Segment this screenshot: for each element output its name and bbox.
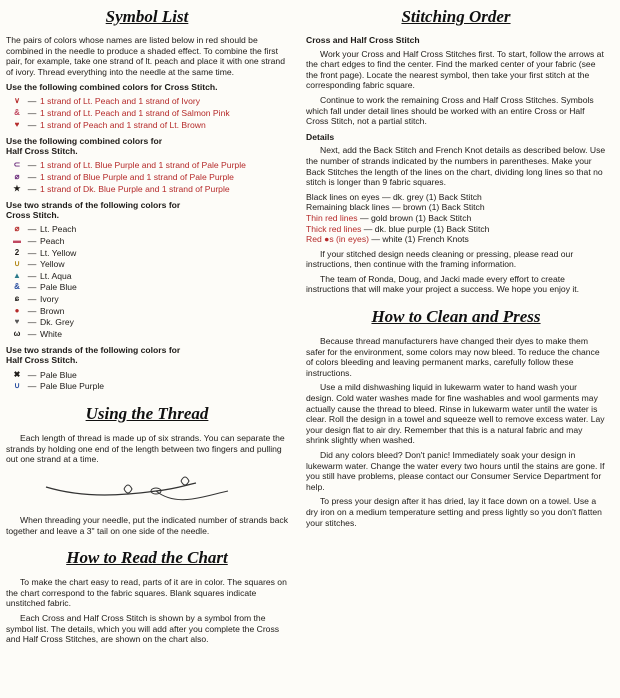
list-item	[10, 293, 288, 305]
dash: —	[27, 96, 37, 107]
dash: —	[27, 236, 37, 246]
details-label: Red ●s (in eyes)	[306, 234, 369, 245]
list-item-text: 1 strand of Lt. Blue Purple and 1 strand of Pale Purple	[40, 160, 246, 171]
list-item-text: Yellow	[40, 259, 65, 270]
list-item-text: Pale Blue	[40, 282, 77, 293]
list-item	[10, 305, 288, 317]
read-chart-p1: To make the chart easy to read, parts of it are in color. The squares on the chart correspond to the fabric squares. Blank squares indicate unstitched fabric.	[6, 577, 287, 609]
stitching-p5: The team of Ronda, Doug, and Jacki made every effort to create instructions that will make your project a success. We hope you enjoy it.	[306, 273, 580, 295]
dash: —	[363, 223, 373, 234]
right-column	[306, 0, 606, 532]
read-chart-p2: Each Cross and Half Cross Stitch is shown by a symbol from the symbol list. The details, which you will add after you complete the Cross and Half Cross Stitches, are shown on the chart also.	[6, 612, 280, 645]
list-item	[10, 108, 288, 120]
cross-two-list	[10, 224, 288, 340]
u-symbol-icon: ∪	[14, 381, 20, 391]
details-text: gold brown (1) Back Stitch	[370, 212, 472, 223]
symbol-list-intro: The pairs of colors whose names are listed below in red should be combined in the needle to produce a shaded effect. To combine the first pair, for example, take one strand of lt. peach and place it with one strand of ivory. Thread everything into the needle at the same time.	[6, 35, 285, 77]
dash: —	[27, 317, 37, 328]
using-thread-p2: When threading your needle, put the indicated number of strands back together and leave a 3" tail on one side of the needle.	[6, 515, 289, 536]
list-item-text: Dk. Grey	[40, 317, 74, 328]
triangle-symbol-icon: ▲	[13, 270, 21, 280]
stitching-p3: Next, add the Back Stitch and French Knot details as described below. Use the number of strands indicated by the numbers in parentheses. Make your Back Stitches the length of the lines on the chart, dividing long lines so that no stitch is longer than 9 fabric squares.	[306, 145, 606, 188]
list-item-text: 1 strand of Dk. Blue Purple and 1 strand of Purple	[40, 183, 230, 194]
dot-symbol-icon: ●	[14, 305, 20, 315]
dash: —	[27, 381, 37, 392]
list-item	[10, 119, 288, 131]
list-item	[10, 224, 288, 236]
details-label: Thick red lines	[306, 223, 362, 234]
list-item	[10, 369, 288, 381]
half-combined-heading	[6, 136, 288, 157]
details-item	[306, 192, 606, 203]
cross-two-heading	[6, 200, 288, 221]
list-item-text: Pale Blue	[40, 369, 77, 380]
dash: —	[27, 247, 37, 258]
dash: —	[371, 234, 380, 245]
list-item	[10, 183, 288, 195]
slashed-o-symbol-icon: ⌀	[14, 224, 20, 234]
heading-line: Use two strands of the following colors for	[6, 199, 181, 210]
ampersand-symbol-icon: &	[14, 282, 20, 292]
list-item	[10, 317, 288, 329]
curl-symbol-icon: ɕ	[14, 293, 20, 303]
heart-symbol-icon: ♥	[14, 119, 20, 129]
details-label: Black lines on eyes	[306, 191, 380, 202]
list-item-text: 1 strand of Lt. Peach and 1 strand of Salmon Pink	[40, 108, 230, 119]
list-item-text: Lt. Peach	[40, 224, 77, 235]
details-text: white (1) French Knots	[382, 234, 469, 245]
star-symbol-icon: ★	[13, 183, 21, 193]
heading-line: Use the following combined colors for	[6, 135, 163, 146]
list-item-text: Brown	[40, 305, 65, 316]
clean-press-p3: Did any colors bleed? Don't panic! Immediately soak your design in lukewarm water. Change the water every two hours until the stains are gone. If you still have problems, please contact our Consumer Service Department for help.	[306, 450, 605, 492]
list-item	[10, 259, 288, 271]
read-chart-title: How to Read the Chart	[66, 548, 228, 568]
details-text: dk. grey (1) Back Stitch	[392, 191, 482, 202]
details-list	[306, 192, 606, 245]
heading-line: Half Cross Stitch.	[6, 146, 78, 157]
using-thread-title: Using the Thread	[85, 404, 209, 424]
heart-symbol-icon: ♥	[14, 317, 20, 327]
heading-line: Half Cross Stitch.	[6, 355, 78, 366]
dash: —	[27, 108, 37, 119]
dash: —	[27, 305, 37, 316]
bar-symbol-icon: ▬	[13, 236, 21, 245]
dash: —	[391, 202, 401, 213]
cross-combined-list	[10, 96, 288, 131]
details-heading: Details	[306, 131, 335, 142]
details-label: Thin red lines	[306, 212, 358, 223]
clean-press-p4: To press your design after it has dried, lay it face down on a towel. Use a dry iron on a medium temperature setting and press lightly so you don't flatten your stitches.	[306, 496, 602, 528]
clean-press-title: How to Clean and Press	[371, 307, 541, 327]
v-symbol-icon: ∨	[14, 96, 20, 106]
threaded-needle-icon	[6, 469, 288, 513]
x-symbol-icon: ✖	[13, 369, 21, 379]
dash: —	[27, 369, 37, 380]
list-item	[10, 328, 288, 340]
needle-illustration	[6, 469, 288, 513]
list-item-text: White	[40, 328, 62, 339]
omega-symbol-icon: ω	[13, 328, 21, 338]
list-item-text: Lt. Aqua	[40, 270, 72, 281]
dash: —	[27, 282, 37, 293]
list-item-text: 1 strand of Blue Purple and 1 strand of Pale Purple	[40, 172, 234, 183]
list-item-text: Ivory	[40, 293, 59, 304]
details-label: Remaining black lines	[306, 202, 390, 213]
list-item	[10, 381, 288, 393]
details-text: brown (1) Back Stitch	[402, 202, 485, 213]
details-text: dk. blue purple (1) Back Stitch	[374, 223, 490, 234]
details-item	[306, 202, 606, 213]
list-item	[10, 96, 288, 108]
list-item	[10, 236, 288, 248]
slashed-o-symbol-icon: ⌀	[14, 172, 20, 182]
half-two-list	[10, 369, 288, 392]
dash: —	[381, 191, 391, 202]
dash: —	[27, 259, 37, 270]
list-item-text: Peach	[40, 236, 65, 246]
clean-press-p1: Because thread manufacturers have changed their dyes to make them safer for the environment, some colors may now bleed. To reduce the chance of colors bleeding and leaving permanent marks, carefully follow these instructions.	[306, 336, 600, 378]
list-item	[10, 247, 288, 259]
stitching-p4: If your stitched design needs cleaning or pressing, please read our instructions, then continue with the framing information.	[306, 248, 574, 270]
half-two-heading	[6, 345, 288, 366]
dash: —	[359, 212, 369, 223]
details-item	[306, 213, 606, 224]
list-item-text: Lt. Yellow	[40, 247, 77, 258]
list-item-text: 1 strand of Lt. Peach and 1 strand of Ivory	[40, 96, 201, 107]
heading-line: Cross Stitch.	[6, 210, 60, 221]
stitching-p2: Continue to work the remaining Cross and Half Cross Stitches. Symbols which fall under detail lines should be worked with an entire Cross or Half Cross Stitch, not a partial stitch.	[306, 94, 594, 127]
stitching-order-title: Stitching Order	[401, 7, 511, 26]
dash: —	[27, 172, 37, 183]
dash: —	[27, 293, 37, 304]
u-symbol-icon: ∪	[14, 259, 20, 269]
dash: —	[27, 224, 37, 235]
c-symbol-icon: ⊂	[13, 160, 21, 170]
half-combined-list	[10, 160, 288, 195]
list-item-text: 1 strand of Peach and 1 strand of Lt. Brown	[40, 119, 206, 130]
dash: —	[27, 119, 37, 130]
details-item	[306, 234, 606, 245]
list-item	[10, 160, 288, 172]
details-item	[306, 224, 606, 235]
dash: —	[27, 270, 37, 281]
list-item	[10, 172, 288, 184]
list-item-text: Pale Blue Purple	[40, 381, 105, 392]
dash: —	[27, 160, 37, 171]
using-thread-p1: Each length of thread is made up of six strands. You can separate the strands by holding one end of the length between two fingers and pulling out one strand at a time.	[6, 433, 285, 465]
symbol-list-title: Symbol List	[105, 7, 189, 26]
ampersand-symbol-icon: &	[14, 108, 20, 118]
dash: —	[27, 328, 37, 339]
heading-line: Use two strands of the following colors for	[6, 344, 181, 355]
list-item	[10, 270, 288, 282]
stitching-p1: Work your Cross and Half Cross Stitches first. To start, follow the arrows at the chart edges to find the center. Find the marked center of your fabric (see the front page). Locate the nearest symbol, then take your first stitch at the corresponding fabric square.	[306, 48, 604, 91]
list-item	[10, 282, 288, 294]
left-column	[6, 0, 288, 649]
two-symbol-icon: 2	[14, 247, 20, 257]
clean-press-p2: Use a mild dishwashing liquid in lukewarm water to hand wash your design. Cold water washes made for fine washables and wool garments may actually cause the thread to bleed. Rinse in lukewarm water until the water is clear. Roll the design in a towel and squeeze well to remove excess water. Lay your design flat to air dry. Remember that this is a natural fabric and may shrink slightly when washed.	[306, 382, 605, 446]
dash: —	[27, 183, 37, 194]
cross-combined-heading: Use the following combined colors for Cross Stitch.	[6, 82, 218, 93]
cross-half-cross-heading: Cross and Half Cross Stitch	[306, 35, 420, 45]
